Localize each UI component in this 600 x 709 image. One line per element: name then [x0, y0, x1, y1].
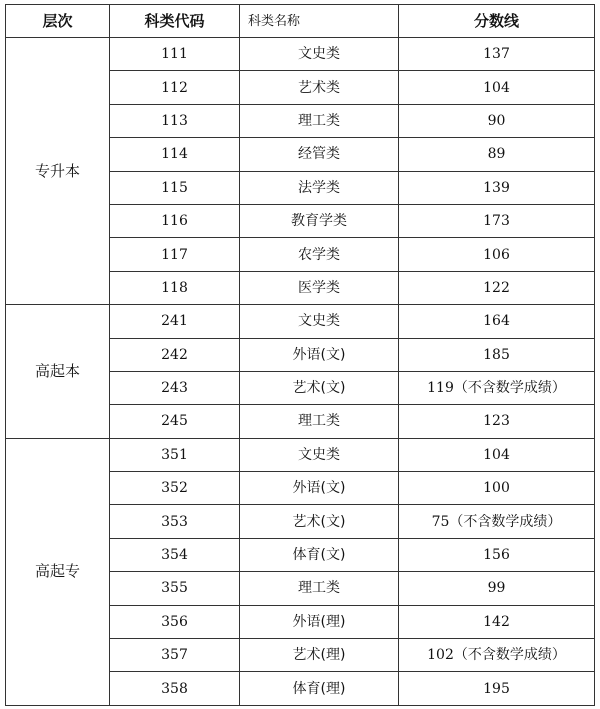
- score-cell: 137: [399, 38, 595, 71]
- code-cell: 111: [110, 38, 240, 71]
- score-cell: 99: [399, 572, 595, 605]
- header-score: 分数线: [399, 5, 595, 38]
- name-cell: 农学类: [240, 238, 399, 271]
- score-cell: 104: [399, 438, 595, 471]
- name-cell: 文史类: [240, 305, 399, 338]
- name-cell: 体育(理): [240, 672, 399, 706]
- level-cell: 高起专: [6, 438, 110, 705]
- code-cell: 242: [110, 338, 240, 371]
- score-cell: 156: [399, 538, 595, 571]
- score-cell: 89: [399, 138, 595, 171]
- score-cell: 100: [399, 472, 595, 505]
- name-cell: 理工类: [240, 405, 399, 438]
- score-cell: 75（不含数学成绩）: [399, 505, 595, 538]
- name-cell: 理工类: [240, 572, 399, 605]
- name-cell: 外语(理): [240, 605, 399, 638]
- code-cell: 114: [110, 138, 240, 171]
- table-row: [6, 305, 595, 338]
- table-row: [6, 438, 595, 471]
- code-cell: 351: [110, 438, 240, 471]
- score-cell: 173: [399, 204, 595, 237]
- header-code: 科类代码: [110, 5, 240, 38]
- code-cell: 245: [110, 405, 240, 438]
- name-cell: 艺术(文): [240, 505, 399, 538]
- score-cell: 119（不含数学成绩）: [399, 371, 595, 404]
- name-cell: 外语(文): [240, 472, 399, 505]
- code-cell: 358: [110, 672, 240, 706]
- code-cell: 118: [110, 271, 240, 304]
- name-cell: 外语(文): [240, 338, 399, 371]
- header-row: [6, 5, 595, 38]
- code-cell: 112: [110, 71, 240, 104]
- score-cell: 185: [399, 338, 595, 371]
- code-cell: 113: [110, 104, 240, 137]
- score-cell: 122: [399, 271, 595, 304]
- score-cell: 123: [399, 405, 595, 438]
- name-cell: 文史类: [240, 438, 399, 471]
- header-name: 科类名称: [240, 5, 399, 38]
- name-cell: 经管类: [240, 138, 399, 171]
- name-cell: 教育学类: [240, 204, 399, 237]
- score-cell: 104: [399, 71, 595, 104]
- score-cell: 106: [399, 238, 595, 271]
- header-level: 层次: [6, 5, 110, 38]
- level-cell: 高起本: [6, 305, 110, 439]
- name-cell: 理工类: [240, 104, 399, 137]
- score-cell: 164: [399, 305, 595, 338]
- code-cell: 116: [110, 204, 240, 237]
- score-cell: 102（不含数学成绩）: [399, 639, 595, 672]
- code-cell: 354: [110, 538, 240, 571]
- code-cell: 355: [110, 572, 240, 605]
- score-cell: 142: [399, 605, 595, 638]
- name-cell: 艺术(文): [240, 371, 399, 404]
- name-cell: 体育(文): [240, 538, 399, 571]
- name-cell: 艺术(理): [240, 639, 399, 672]
- name-cell: 文史类: [240, 38, 399, 71]
- name-cell: 艺术类: [240, 71, 399, 104]
- score-table: [5, 4, 595, 706]
- score-cell: 139: [399, 171, 595, 204]
- score-cell: 90: [399, 104, 595, 137]
- name-cell: 法学类: [240, 171, 399, 204]
- score-cell: 195: [399, 672, 595, 706]
- code-cell: 117: [110, 238, 240, 271]
- code-cell: 243: [110, 371, 240, 404]
- name-cell: 医学类: [240, 271, 399, 304]
- code-cell: 115: [110, 171, 240, 204]
- table-header: [6, 5, 595, 38]
- code-cell: 352: [110, 472, 240, 505]
- table-body: [6, 38, 595, 706]
- code-cell: 356: [110, 605, 240, 638]
- code-cell: 241: [110, 305, 240, 338]
- level-cell: 专升本: [6, 38, 110, 305]
- table-row: [6, 38, 595, 71]
- code-cell: 357: [110, 639, 240, 672]
- code-cell: 353: [110, 505, 240, 538]
